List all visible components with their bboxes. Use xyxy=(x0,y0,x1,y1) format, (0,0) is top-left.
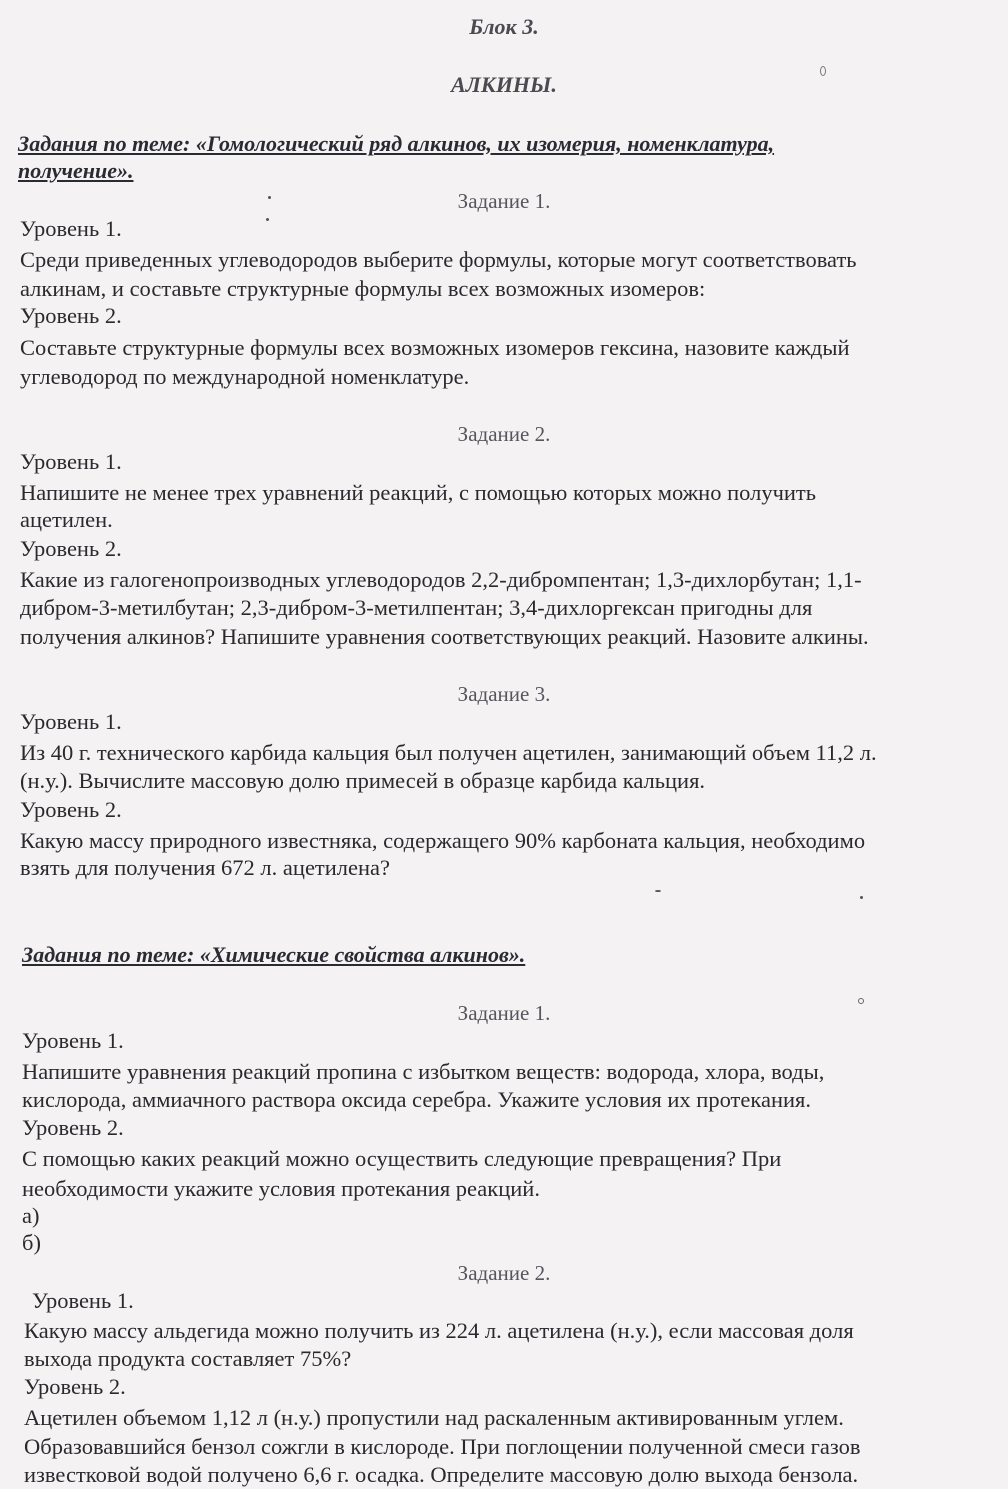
s1-task3-level2-text: взять для получения 672 л. ацетилена? xyxy=(20,855,391,880)
s1-task3-heading: Задание 3. xyxy=(457,682,551,706)
s2-task1-heading: Задание 1. xyxy=(457,1001,551,1025)
s2-task2-level1-text: Какую массу альдегида можно получить из 224 л. ацетилена (н.у.), если массовая доля xyxy=(24,1318,854,1343)
scan-speck xyxy=(266,218,269,221)
scan-speck xyxy=(820,66,826,76)
scan-speck xyxy=(858,998,864,1004)
main-title: АЛКИНЫ. xyxy=(451,72,557,97)
s1-task3-level1-text: (н.у.). Вычислите массовую долю примесей в образце карбида кальция. xyxy=(20,768,706,793)
s2-task1-level2-text: С помощью каких реакций можно осуществить следующие превращения? При xyxy=(22,1146,782,1171)
section1-title-line2: получение». xyxy=(18,158,134,183)
s1-task1-level2-label: Уровень 2. xyxy=(20,303,122,328)
s1-task2-level1-text: Напишите не менее трех уравнений реакций, с помощью которых можно получить xyxy=(20,480,817,505)
s2-task2-level1-label: Уровень 1. xyxy=(32,1288,134,1313)
scan-speck xyxy=(860,896,863,899)
s2-task2-level1-text: выхода продукта составляет 75%? xyxy=(24,1346,352,1371)
scan-speck xyxy=(268,196,271,199)
s2-task2-heading: Задание 2. xyxy=(457,1261,551,1285)
s1-task1-level1-text: Среди приведенных углеводородов выберите формулы, которые могут соответствовать xyxy=(20,247,857,272)
s2-task1-level2-label: Уровень 2. xyxy=(22,1115,124,1140)
s1-task2-heading: Задание 2. xyxy=(457,422,551,446)
s2-task1-level1-text: Напишите уравнения реакций пропина с избытком веществ: водорода, хлора, воды, xyxy=(22,1059,825,1084)
s1-task3-level2-label: Уровень 2. xyxy=(20,797,122,822)
block-title: Блок 3. xyxy=(469,14,539,39)
s1-task1-level1-text: алкинам, и составьте структурные формулы всех возможных изомеров: xyxy=(20,276,706,301)
s2-task1-level1-text: кислорода, аммиачного раствора оксида серебра. Укажите условия их протекания. xyxy=(22,1087,812,1112)
s1-task2-level2-text: получения алкинов? Напишите уравнения соответствующих реакций. Назовите алкины. xyxy=(20,624,869,649)
s1-task2-level1-text: ацетилен. xyxy=(20,507,113,532)
section2-title: Задания по теме: «Химические свойства алкинов». xyxy=(22,942,526,967)
s2-task2-level2-text: известковой водой получено 6,6 г. осадка. Определите массовую долю выхода бензола. xyxy=(24,1462,859,1487)
s1-task1-level2-text: углеводород по международной номенклатуре. xyxy=(20,364,470,389)
s1-task2-level2-text: дибром-3-метилбутан; 2,3-дибром-3-метилпентан; 3,4-дихлоргексан пригодны для xyxy=(20,595,813,620)
s2-task1-level2-text: необходимости укажите условия протекания реакций. xyxy=(22,1176,540,1201)
s1-task2-level2-label: Уровень 2. xyxy=(20,536,122,561)
s2-task2-level2-text: Образовавшийся бензол сожгли в кислороде. При поглощении полученной смеси газов xyxy=(24,1434,861,1459)
s2-task1-level2-item-a: а) xyxy=(22,1203,40,1228)
section1-title-line1: Задания по теме: «Гомологический ряд алкинов, их изомерия, номенклатура, xyxy=(18,131,775,156)
s1-task3-level2-text: Какую массу природного известняка, содержащего 90% карбоната кальция, необходимо xyxy=(20,828,866,853)
s2-task2-level2-label: Уровень 2. xyxy=(24,1374,126,1399)
s1-task1-heading: Задание 1. xyxy=(457,189,551,213)
s1-task2-level2-text: Какие из галогенопроизводных углеводородов 2,2-дибромпентан; 1,3-дихлорбутан; 1,1- xyxy=(20,567,862,592)
s2-task1-level1-label: Уровень 1. xyxy=(22,1028,124,1053)
s1-task3-level1-label: Уровень 1. xyxy=(20,709,122,734)
s1-task2-level1-label: Уровень 1. xyxy=(20,449,122,474)
scan-speck xyxy=(655,890,661,892)
s1-task1-level1-label: Уровень 1. xyxy=(20,216,122,241)
s1-task3-level1-text: Из 40 г. технического карбида кальция был получен ацетилен, занимающий объем 11,2 л. xyxy=(20,740,877,765)
s2-task1-level2-item-b: б) xyxy=(22,1230,41,1255)
s1-task1-level2-text: Составьте структурные формулы всех возможных изомеров гексина, назовите каждый xyxy=(20,335,850,360)
s2-task2-level2-text: Ацетилен объемом 1,12 л (н.у.) пропустили над раскаленным активированным углем. xyxy=(24,1405,844,1430)
